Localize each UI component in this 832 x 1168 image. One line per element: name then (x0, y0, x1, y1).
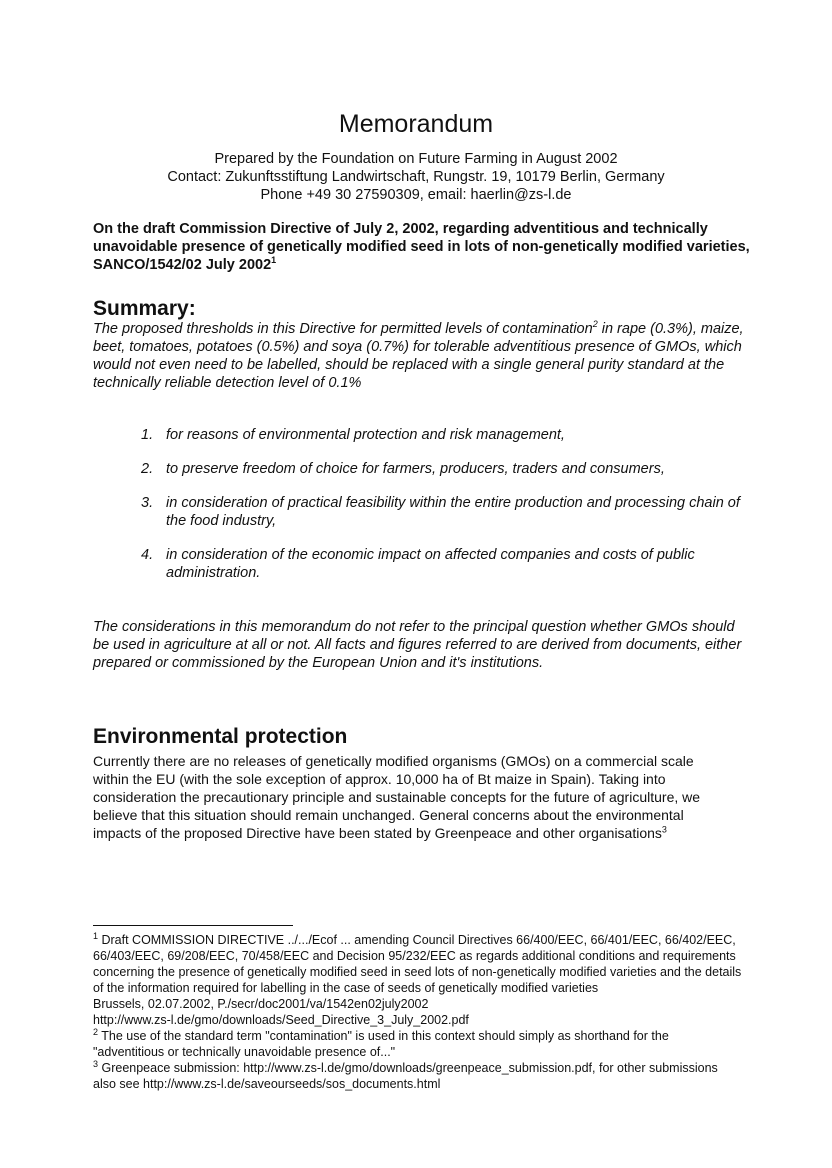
list-text: to preserve freedom of choice for farmers, producers, traders and consumers, (166, 461, 665, 477)
footnote-3 (93, 1060, 743, 1092)
list-text: in consideration of the economic impact on affected companies and costs of public administration. (166, 547, 695, 581)
considerations-paragraph: The considerations in this memorandum do not refer to the principal question whether GMOs should be used in agriculture at all or not. All facts and figures referred to are derived from documents, either prepared or commissioned by the European Union and it's institutions. (93, 619, 742, 671)
footnote-1-url: http://www.zs-l.de/gmo/downloads/Seed_Directive_3_July_2002.pdf (93, 1013, 469, 1027)
subject-text: On the draft Commission Directive of July 2, 2002, regarding adventitious and technically unavoidable presence of genetically modified seed in lots of non-genetically modified varieties, SANCO/1542/02 July 2002 (93, 221, 750, 273)
document-title: Memorandum (338, 110, 494, 138)
list-number: 4. (141, 547, 154, 563)
environment-paragraph (93, 752, 723, 842)
list-item (141, 426, 753, 444)
summary-text-a: The proposed thresholds in this Directive for permitted levels of contamination (93, 321, 593, 337)
footnote-1-date: Brussels, 02.07.2002, P./secr/doc2001/va/1542en02july2002 (93, 997, 429, 1011)
list-item (141, 546, 753, 582)
list-number: 1. (141, 427, 154, 443)
environment-text: Currently there are no releases of genetically modified organisms (GMOs) on a commercial scale within the EU (with the sole exception of approx. 10,000 ha of Bt maize in Spain). Taking into consideration the precautionary principle and sustainable concepts for the future of agriculture, we believe that this situation should remain unchanged. General concerns about the environmental impacts of the proposed Directive have been stated by Greenpeace and other organisations (93, 753, 701, 841)
footnote-divider (93, 925, 293, 926)
footnote-3-number: 3 (93, 1058, 99, 1069)
footnote-ref-1: 1 (271, 255, 277, 266)
footnote-ref-2: 2 (592, 319, 598, 330)
footnote-2-text: The use of the standard term "contamination" is used in this context should simply as shorthand for the "adventitious or technically unavoidable presence of..." (93, 1029, 669, 1059)
phone-email-line: Phone +49 30 27590309, email: haerlin@zs-l.de (260, 187, 572, 203)
footnote-1-text: Draft COMMISSION DIRECTIVE ../.../Ecof ... amending Council Directives 66/400/EEC, 66/401/EEC, 66/402/EEC, 66/403/EEC, 69/208/EEC, 70/458/EEC and Decision 95/232/EEC as regards additional conditions and requirements concerning the presence of genetically modified seed in seed lots of non-genetically modified varieties and the details of the information required for labelling in the case of seeds of genetically modified varieties (93, 933, 742, 995)
subject-heading (93, 220, 753, 274)
list-text: in consideration of practical feasibility within the entire production and processing chain of the food industry, (166, 495, 740, 529)
footnote-2 (93, 1028, 743, 1060)
list-item (141, 494, 753, 530)
footnote-2-number: 2 (93, 1026, 99, 1037)
list-item (141, 460, 753, 478)
list-number: 2. (141, 461, 154, 477)
reasons-list (141, 426, 753, 598)
summary-heading: Summary: (93, 297, 196, 320)
footnote-1 (93, 932, 743, 996)
footnote-ref-3: 3 (661, 824, 667, 835)
contact-line: Contact: Zukunftsstiftung Landwirtschaft, Rungstr. 19, 10179 Berlin, Germany (167, 169, 665, 185)
footnote-3-text: Greenpeace submission: http://www.zs-l.de/gmo/downloads/greenpeace_submission.pdf, for other submissions also see http://www.zs-l.de/saveourseeds/sos_documents.html (93, 1061, 718, 1091)
footnote-1-number: 1 (93, 930, 99, 941)
summary-paragraph (93, 320, 749, 392)
footnotes-block (93, 932, 743, 1092)
list-number: 3. (141, 495, 154, 511)
prepared-by-line: Prepared by the Foundation on Future Farming in August 2002 (214, 151, 618, 167)
prepared-by-block (0, 150, 832, 204)
summary-text-b: in rape (0.3%), maize, beet, tomatoes, potatoes (0.5%) and soya (0.7%) for tolerable adventitious presence of GMOs, which would not even need to be labelled, should be replaced with a single general purity standard at the technically reliable detection level of 0.1% (93, 321, 744, 391)
environment-heading: Environmental protection (93, 725, 348, 748)
list-text: for reasons of environmental protection and risk management, (166, 427, 565, 443)
